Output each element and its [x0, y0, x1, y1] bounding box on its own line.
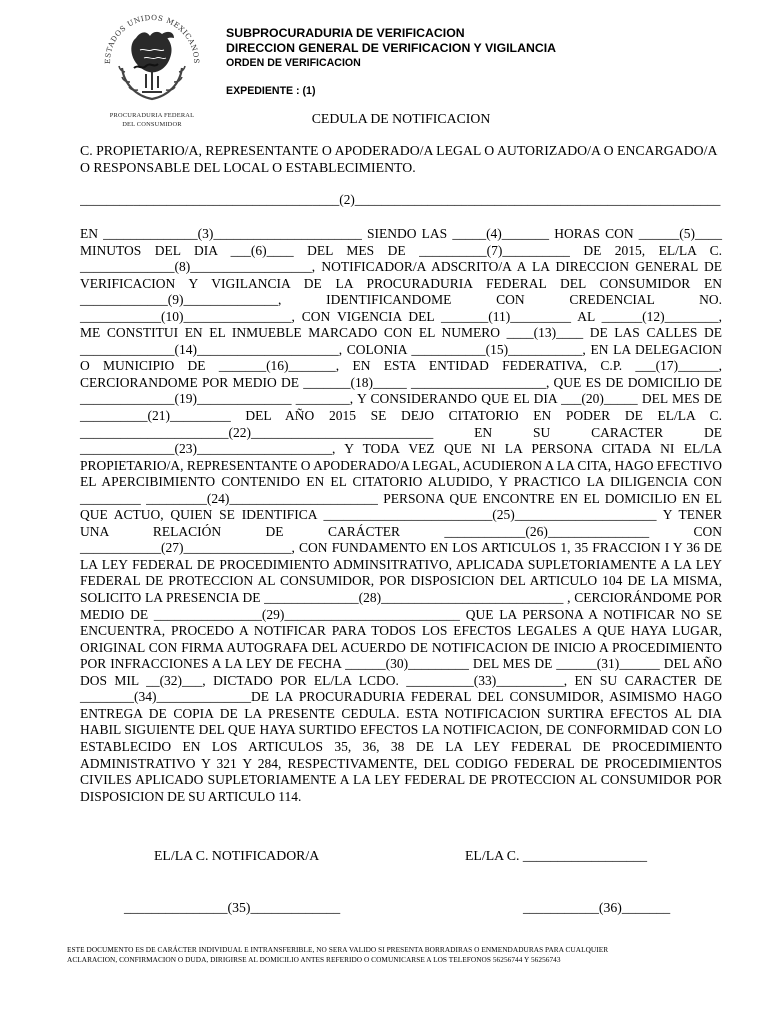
header-expediente: EXPEDIENTE : (1)	[226, 85, 316, 97]
recipient-signature-line: ___________(36)_______	[523, 900, 671, 915]
header-orden: ORDEN DE VERIFICACION	[226, 57, 361, 69]
header-subprocuraduria: SUBPROCURADURIA DE VERIFICACION	[226, 26, 465, 40]
notifier-signature-line: _______________(35)_____________	[124, 900, 341, 915]
seal-caption-line1: PROCURADURIA FEDERAL	[109, 112, 195, 119]
recipient-signature-label: EL/LA C. __________________	[465, 848, 648, 863]
document-header	[226, 26, 556, 98]
notifier-signature-label: EL/LA C. NOTIFICADOR/A	[154, 848, 320, 863]
addressee-paragraph: C. PROPIETARIO/A, REPRESENTANTE O APODERADO/A LEGAL O AUTORIZADO/A O ENCARGADO/A O RESPONSABLE DEL LOCAL O ESTABLECIMIENTO.	[80, 143, 717, 175]
seal-caption-line2: DEL CONSUMIDOR	[122, 121, 182, 128]
notification-body: EN ______________(3)______________________ SIENDO LAS _____(4)_______ HORAS CON ______(5)____ MINUTOS DEL DIA ___(6)____ DEL MES DE __________(7)__________ DE 2015, EL/LA C. ______________(8)__________________, NOTIFICADOR/A ADSCRITO/A A LA DIRECCION GENERAL DE VERIFICACION Y VIGILANCIA DE LA PROCURADURIA FEDERAL DEL CONSUMIDOR EN _____________(9)______________, IDENTIFICANDOME CON CREDENCIAL NO. ____________(10)________________, CON VIGENCIA DEL _______(11)_________ AL ______(12)________, ME CONSTITUI EN EL INMUEBLE MARCADO CON EL NUMERO ____(13)____ DE LAS CALLES DE ______________(14)_____________________, COLONIA ___________(15)___________, EN LA DELEGACION O MUNICIPIO DE _______(16)_______, EN ESTA ENTIDAD FEDERATIVA, C.P. ___(17)______, CERCIORANDOME POR MEDIO DE _______(18)_____ ____________________, QUE ES DE DOMICILIO DE ______________(19)______________ ________, Y CONSIDERANDO QUE EL DIA ___(20)_____ DEL MES DE __________(21)_________ DEL AÑO 2015 SE DEJO CITATORIO EN PODER DE EL/LA C. ______________________(22)___________________________ EN SU CARACTER DE ______________(23)____________________, Y TODA VEZ QUE NI LA PERSONA CITADA NI EL/LA PROPIETARIO/A, REPRESENTANTE O APODERADO/A LEGAL, ACUDIERON A LA CITA, HAGO EFECTIVO EL APERCIBIMIENTO CONTENIDO EN EL CITATORIO ALUDIDO, Y PRACTICO LA DILIGENCIA CON _________ _________(24)______________________ PERSONA QUE ENCONTRE EN EL DOMICILIO EN EL QUE ACTUO, QUIEN SE IDENTIFICA _________________________(25)_____________________ Y TENER UNA RELACIÓN DE CARÁCTER ____________(26)_______________ CON ____________(27)________________, CON FUNDAMENTO EN LOS ARTICULOS 1, 35 FRACCION I Y 36 DE LA LEY FEDERAL DE PROCEDIMIENTO ADMINSITRATIVO, APLICADA SUPLETORIAMENTE A LA LEY FEDERAL DE PROTECCION AL CONSUMIDOR, POR DISPOSICION DEL ARTICULO 104 DE LA MISMA, SOLICITO LA PRESENCIA DE ______________(28)___________________________ , CERCIORÁNDOME POR MEDIO DE ________________(29)__________________________ QUE LA PERSONA A NOTIFICAR NO SE ENCUENTRA, PROCEDO A NOTIFICAR PARA TODOS LOS EFECTOS LEGALES A QUE HAYA LUGAR, ORIGINAL CON FIRMA AUTOGRAFA DEL ACUERDO DE NOTIFICACION DE INICIO A PROCEDIMIENTO POR INFRACCIONES A LA LEY DE FECHA ______(30)_________ DEL MES DE ______(31)______ DEL AÑO DOS MIL __(32)___, DICTADO POR EL/LA LCDO. __________(33)__________, EN SU CARACTER DE ________(34)______________DE LA PROCURADURIA FEDERAL DEL CONSUMIDOR, ASIMISMO HAGO ENTREGA DE COPIA DE LA PRESENTE CEDULA. ESTA NOTIFICACION SURTIRA EFECTOS AL DIA HABIL SIGUIENTE DEL QUE HAYA SURTIDO EFECTOS LA NOTIFICACION, DE CONFORMIDAD CON LO ESTABLECIDO EN LOS ARTICULOS 35, 36, 38 DE LA LEY FEDERAL DE PROCEDIMIENTO ADMINISTRATIVO Y 321 Y 284, RESPECTIVAMENTE, DEL CODIGO FEDERAL DE PROCEDIMIENTOS CIVILES APLICADO SUPLETORIAMENTE A LA LEY FEDERAL DE PROTECCION AL CONSUMIDOR POR DISPOSICION DE SU ARTICULO 114.	[80, 226, 722, 804]
header-direccion-general: DIRECCION GENERAL DE VERIFICACION Y VIGILANCIA	[226, 41, 557, 55]
footer-line2: ACLARACION, CONFIRMACION O DUDA, DIRIGIRSE AL DOMICILIO ANTES REFERIDO O COMUNICARSE A LOS TELEFONOS 56256744 Y 56256743	[67, 955, 561, 964]
legal-footer	[67, 945, 747, 965]
mexican-coat-of-arms-icon	[100, 10, 204, 110]
document-title: CEDULA DE NOTIFICACION	[311, 111, 491, 126]
seal-ring-text: ESTADOS UNIDOS MEXICANOS	[102, 12, 202, 65]
footer-line1: ESTE DOCUMENTO ES DE CARÁCTER INDIVIDUAL E INTRANSFERIBLE, NO SERA VALIDO SI PRESENTA BORRADIRAS O ENMENDADURAS PARA CUALQUIER	[67, 945, 609, 954]
field-2-line: _______________________________________(2)_______________________________________________________	[80, 192, 721, 207]
